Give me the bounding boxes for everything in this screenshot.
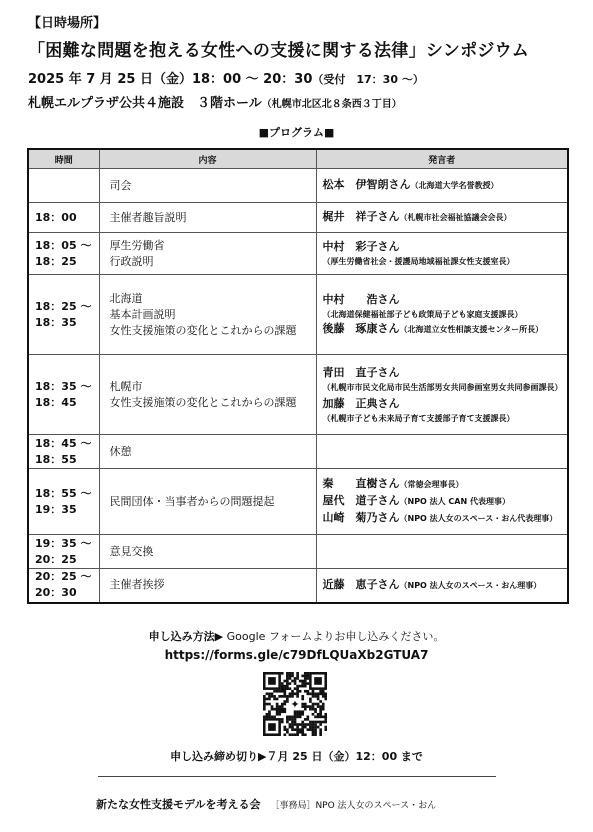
- time-text: 18：25 ～: [35, 299, 92, 313]
- speaker-affiliation: （NPO 法人女のスペース・おん代表理事）: [399, 514, 558, 523]
- form-url-link[interactable]: https://forms.gle/c79DfLQUaXb2GTUA7: [164, 648, 429, 662]
- content-cell: [99, 469, 316, 535]
- content-text: 北海道: [109, 291, 143, 305]
- time-text: 18：35 ～: [35, 379, 92, 393]
- time-cell: [28, 355, 99, 435]
- header-speaker: 発言者: [316, 149, 568, 169]
- speaker: [323, 577, 562, 594]
- divider: [98, 776, 496, 777]
- speaker-cell: [316, 203, 568, 233]
- time-text: 18：55: [35, 452, 77, 466]
- content-text: 基本計画説明: [109, 307, 176, 321]
- content-text: 主催者挨拶: [109, 578, 165, 592]
- speaker-cell: [316, 469, 568, 535]
- speaker-affiliation: （北海道保健福祉部子ども政策局子ども家庭支援課長）: [322, 309, 523, 319]
- speaker: [323, 239, 562, 268]
- time-text: 19：35: [35, 502, 77, 516]
- datetime-text: 2025 年 7 月 25 日（金）18：00 ～ 20：30: [28, 72, 313, 87]
- speaker: [323, 510, 562, 527]
- venue-address: （札幌市北区北８条西３丁目）: [261, 99, 402, 110]
- speaker-name: 近藤 恵子さん: [322, 577, 400, 591]
- content-cell: [99, 535, 316, 569]
- content-text: 民間団体・当事者からの問題提起: [109, 494, 275, 508]
- speaker-affiliation: （札幌市子ども未来局子育て支援部子育て支援課長）: [322, 413, 515, 423]
- section-tag: 【日時場所】: [28, 16, 107, 31]
- content-text: 司会: [109, 178, 132, 192]
- content-text: 主催者趣旨説明: [109, 210, 187, 224]
- time-text: 18：55 ～: [35, 486, 92, 500]
- speaker: [323, 396, 562, 425]
- content-text: 女性支援施策の変化とこれからの課題: [109, 395, 297, 409]
- speaker-cell: [316, 355, 568, 435]
- speaker: [323, 209, 562, 226]
- speaker: [323, 292, 562, 321]
- secretariat: ［事務局］NPO 法人女のスペース・おん: [270, 801, 437, 811]
- content-cell: [99, 435, 316, 469]
- speaker-name: 松本 伊智朗さん: [322, 178, 411, 191]
- content-cell: [99, 203, 316, 233]
- speaker-cell: [316, 435, 568, 469]
- table-row: [28, 355, 568, 435]
- time-text: 19：35 ～: [35, 536, 92, 550]
- deadline-text: 申し込み締め切り▶７月 25 日（金）12：00 まで: [170, 750, 423, 763]
- time-cell: [28, 569, 99, 603]
- time-text: 20：25 ～: [35, 570, 92, 584]
- content-cell: [99, 355, 316, 435]
- time-text: 18：45: [35, 395, 77, 409]
- time-cell: [28, 435, 99, 469]
- table-row: [28, 435, 568, 469]
- table-row: [28, 535, 568, 569]
- content-text: 厚生労働省: [109, 238, 165, 252]
- speaker-name: 中村 浩さん: [322, 292, 400, 306]
- program-table: [27, 148, 569, 604]
- speaker-affiliation: （常徳会理事長）: [399, 480, 464, 489]
- content-cell: [99, 233, 316, 275]
- table-row: [28, 469, 568, 535]
- speaker-name: 青田 直子さん: [322, 365, 400, 379]
- speaker-cell: [316, 233, 568, 275]
- content-cell: [99, 569, 316, 603]
- speaker: [323, 321, 562, 338]
- content-text: 女性支援施策の変化とこれからの課題: [109, 323, 297, 337]
- table-row: [28, 569, 568, 603]
- reception-time: （受付 17：30 ～）: [312, 73, 424, 86]
- speaker-affiliation: （北海道大学名誉教授）: [410, 181, 499, 190]
- apply-text: Google フォームよりお申し込みください。: [223, 630, 445, 643]
- header-content: 内容: [99, 149, 316, 169]
- speaker-cell: [316, 169, 568, 203]
- time-text: 18：35: [35, 315, 77, 329]
- content-text: 休憩: [109, 444, 132, 458]
- event-venue: [28, 92, 402, 111]
- speaker-name: 梶井 祥子さん: [322, 210, 400, 223]
- speaker-affiliation: （北海道立女性相談支援センター所長）: [399, 324, 544, 334]
- apply-method: [0, 628, 593, 644]
- speaker-name: 山崎 菊乃さん: [322, 511, 400, 524]
- time-cell: [28, 469, 99, 535]
- speaker-affiliation: （NPO 法人 CAN 代表理事）: [399, 497, 510, 506]
- speaker-affiliation: （札幌市社会福祉協議会会長）: [399, 213, 512, 222]
- time-cell: [28, 203, 99, 233]
- speaker-name: 中村 彩子さん: [322, 240, 400, 253]
- content-cell: [99, 275, 316, 355]
- footer: [96, 796, 436, 812]
- time-cell: [28, 275, 99, 355]
- time-text: 18：00: [35, 210, 77, 224]
- event-datetime: [28, 68, 424, 87]
- speaker-name: 加藤 正典さん: [322, 396, 400, 410]
- speaker-cell: [316, 275, 568, 355]
- venue-name: 札幌エルプラザ公共４施設 ３階ホール: [28, 96, 262, 111]
- speaker: [323, 476, 562, 493]
- speaker-affiliation: （NPO 法人女のスペース・おん理事）: [399, 580, 542, 590]
- table-row: [28, 233, 568, 275]
- speaker-affiliation: （厚生労働省社会・援護局地域福祉課女性支援室長）: [322, 257, 515, 266]
- page-title: 「困難な問題を抱える女性への支援に関する法律」シンポジウム: [28, 41, 530, 61]
- apply-label: 申し込み方法▶: [148, 630, 224, 643]
- time-cell: [28, 233, 99, 275]
- speaker-name: 秦 直樹さん: [322, 477, 400, 490]
- speaker-name: 屋代 道子さん: [322, 494, 400, 507]
- content-text: 行政説明: [109, 254, 154, 268]
- speaker-name: 後藤 琢康さん: [322, 321, 400, 335]
- table-row: [28, 275, 568, 355]
- table-header-row: [28, 149, 568, 169]
- speaker-cell: [316, 569, 568, 603]
- qr-code[interactable]: [263, 672, 327, 736]
- speaker: [323, 177, 562, 194]
- time-text: 18：25: [35, 254, 77, 268]
- time-cell: [28, 169, 99, 203]
- content-text: 意見交換: [109, 544, 154, 558]
- speaker: [323, 493, 562, 510]
- organizer-name: 新たな女性支援モデルを考える会: [96, 798, 261, 811]
- header-time: 時間: [28, 149, 99, 169]
- table-row: [28, 203, 568, 233]
- time-text: 18：45 ～: [35, 436, 92, 450]
- speaker-affiliation: （札幌市市民文化局市民生活部男女共同参画室男女共同参画課長）: [322, 382, 563, 392]
- time-text: 20：25: [35, 552, 77, 566]
- speaker-cell: [316, 535, 568, 569]
- time-text: 18：05 ～: [35, 238, 92, 252]
- time-text: 20：30: [35, 586, 77, 600]
- content-text: 札幌市: [109, 379, 143, 393]
- table-row: [28, 169, 568, 203]
- content-cell: [99, 169, 316, 203]
- speaker: [323, 365, 562, 394]
- svg-text:✦: ✦: [290, 698, 300, 711]
- time-cell: [28, 535, 99, 569]
- program-heading: ■プログラム■: [258, 126, 335, 139]
